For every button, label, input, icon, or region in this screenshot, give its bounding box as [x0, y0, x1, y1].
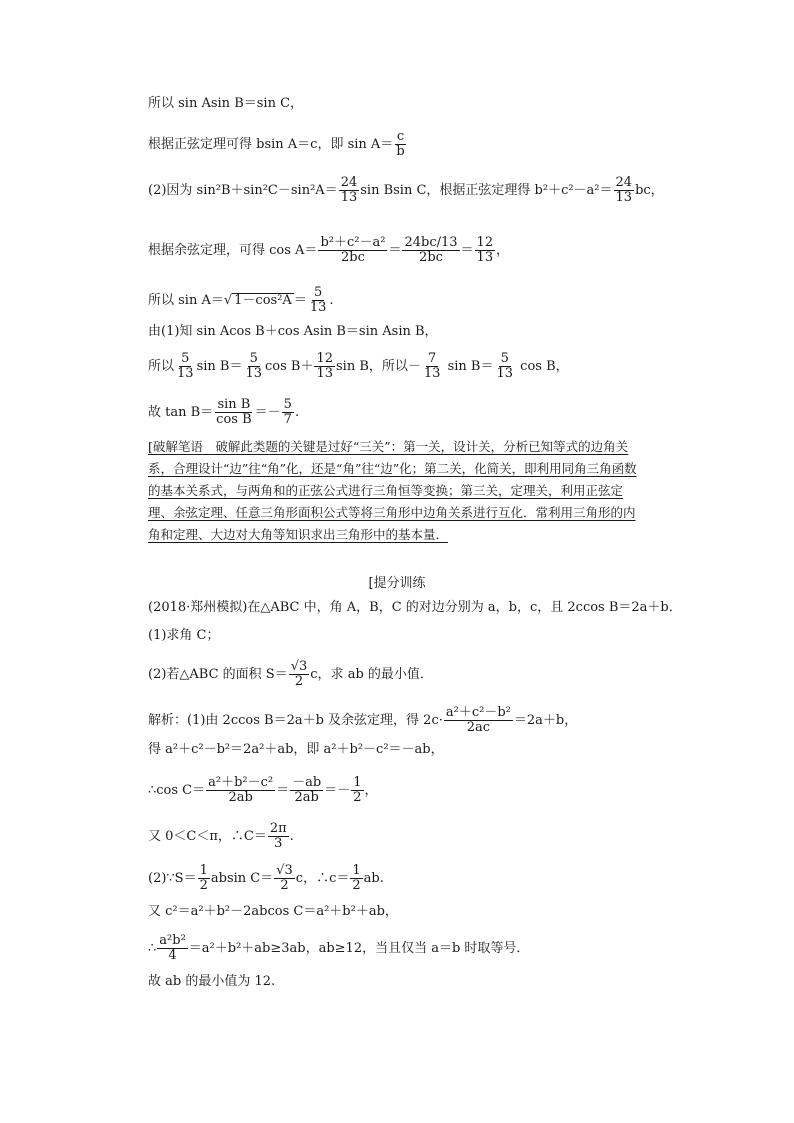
line-cosA: 根据余弦定理，可得 cos A＝ $\frac{\text{b²＋c²－a²}}{2bc}$ ＝ $\frac{24bc/13}{2bc}$ ＝ $\frac{12}{13}$ ，	[148, 235, 510, 265]
line-sinA-value: 所以 sin A＝√ 1－cos²A ＝ $\frac{5}{13}$ .	[148, 285, 334, 315]
question-1: (1)求角 C；	[148, 628, 220, 643]
fraction: $\frac{c}{b}$	[396, 129, 405, 159]
solution-line-7: ∴ $\frac{\text{a²b²}}{4}$ ＝a²＋b²＋ab≥3ab，ab≥12，当且仅当 a＝b 时取等号．	[148, 933, 530, 963]
section-heading: [提分训练	[368, 576, 426, 591]
method-note	[148, 436, 638, 546]
solution-line-5: (2)∵S＝ $\frac{1}{2}$ absin C＝ $\frac{√3}{2}$ c，∴c＝ $\frac{1}{2}$ ab.	[148, 863, 384, 893]
line-from-part1: 由(1)知 sin Acos B＋cos Asin B＝sin Asin B，	[148, 324, 438, 339]
note-label: [破解笔语	[148, 439, 203, 454]
line-sine-law-c: 根据正弦定理可得 bsin A＝c，即 sin A＝ $\frac{c}{b}$	[148, 129, 405, 159]
solution-line-2: 得 a²＋c²－b²＝2a²＋ab，即 a²＋b²－c²＝－ab，	[148, 742, 444, 757]
practice-problem: (2018·郑州模拟)在△ABC 中，角 A，B，C 的对边分别为 a，b，c，且 2ccos B＝2a＋b．	[148, 600, 682, 615]
solution-line-6: 又 c²＝a²＋b²－2abcos C＝a²＋b²＋ab，	[148, 904, 398, 919]
line-tanB: 故 tan B＝ $\frac{\text{sin B}}{\text{cos B}}$ ＝－ $\frac{5}{7}$ .	[148, 397, 300, 427]
note-text: 破解此类题的关键是过好“三关”：第一关，设计关，分析已知等式的边角关系，合理设计“边”往“角”化，还是“角”往“边”化；第二关，化简关，即利用同角三角函数的基本关系式，与两角和的正弦公式进行三角恒等变换；第三关，定理关，利用正弦定理、余弦定理、任意三角形面积公式等将三角形中边角关系进行互化．常利用三角形的内角和定理、大边对大角等知识求出三角形中的基本量．	[148, 439, 637, 542]
solution-line-3: ∴cos C＝ $\frac{\text{a²＋b²－c²}}{2ab}$ ＝ $\frac{-ab}{2ab}$ ＝－ $\frac{1}{2}$ ，	[148, 775, 378, 805]
line-sinAsinB: 所以 sin Asin B＝sin C，	[148, 96, 304, 111]
question-2: (2)若△ABC 的面积 S＝ $\frac{√3}{2}$ c，求 ab 的最小值．	[148, 659, 433, 689]
solution-line-1: 解析：(1)由 2ccos B＝2a＋b 及余弦定理，得 2c· $\frac{\text{a²＋c²－b²}}{2ac}$ ＝2a＋b，	[148, 705, 578, 735]
solution-line-4: 又 0＜C＜π，∴C＝ $\frac{2\pi}{3}$ .	[148, 821, 294, 851]
line-part2-start: (2)因为 sin²B＋sin²C－sin²A＝ $\frac{24}{13}$ sin Bsin C，根据正弦定理得 b²＋c²－a²＝ $\frac{24}{13}$ bc，	[148, 175, 664, 205]
line-so-sinB: 所以 $\frac{5}{13}$ sin B＝ $\frac{5}{13}$ cos B＋ $\frac{12}{13}$ sin B，所以－ $\frac{7}{13}$ sin B＝ $\frac{5}{13}$ cos B，	[148, 351, 569, 381]
solution-line-8: 故 ab 的最小值为 12.	[148, 974, 276, 989]
